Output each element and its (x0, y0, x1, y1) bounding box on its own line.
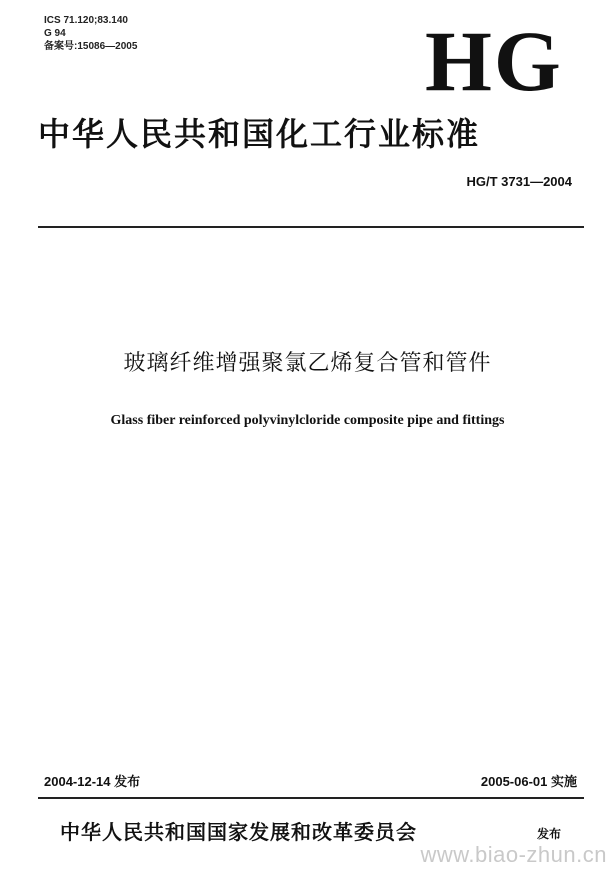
bottom-divider (38, 797, 584, 799)
implementation-date: 2005-06-01 实施 (480, 774, 577, 789)
document-title-en: Glass fiber reinforced polyvinylcloride composite pipe and fittings (110, 413, 505, 428)
ics-code: ICS 71.120;83.140 (44, 15, 128, 26)
classification-code: G 94 (44, 28, 66, 39)
record-number: 备案号:15086—2005 (44, 41, 138, 52)
publish-date: 2004-12-14 发布 (44, 774, 141, 789)
hg-logo: HG (425, 13, 563, 109)
issuer-verb: 发布 (537, 827, 562, 841)
issuer-name: 中华人民共和国国家发展和改革委员会 (60, 820, 417, 844)
standard-title: 中华人民共和国化工行业标准 (38, 115, 481, 153)
standard-number: HG/T 3731—2004 (466, 174, 572, 189)
top-divider (38, 226, 584, 228)
document-title-cn: 玻璃纤维增强聚氯乙烯复合管和管件 (123, 351, 492, 376)
site-watermark: www.biao-zhun.cn (420, 842, 607, 867)
